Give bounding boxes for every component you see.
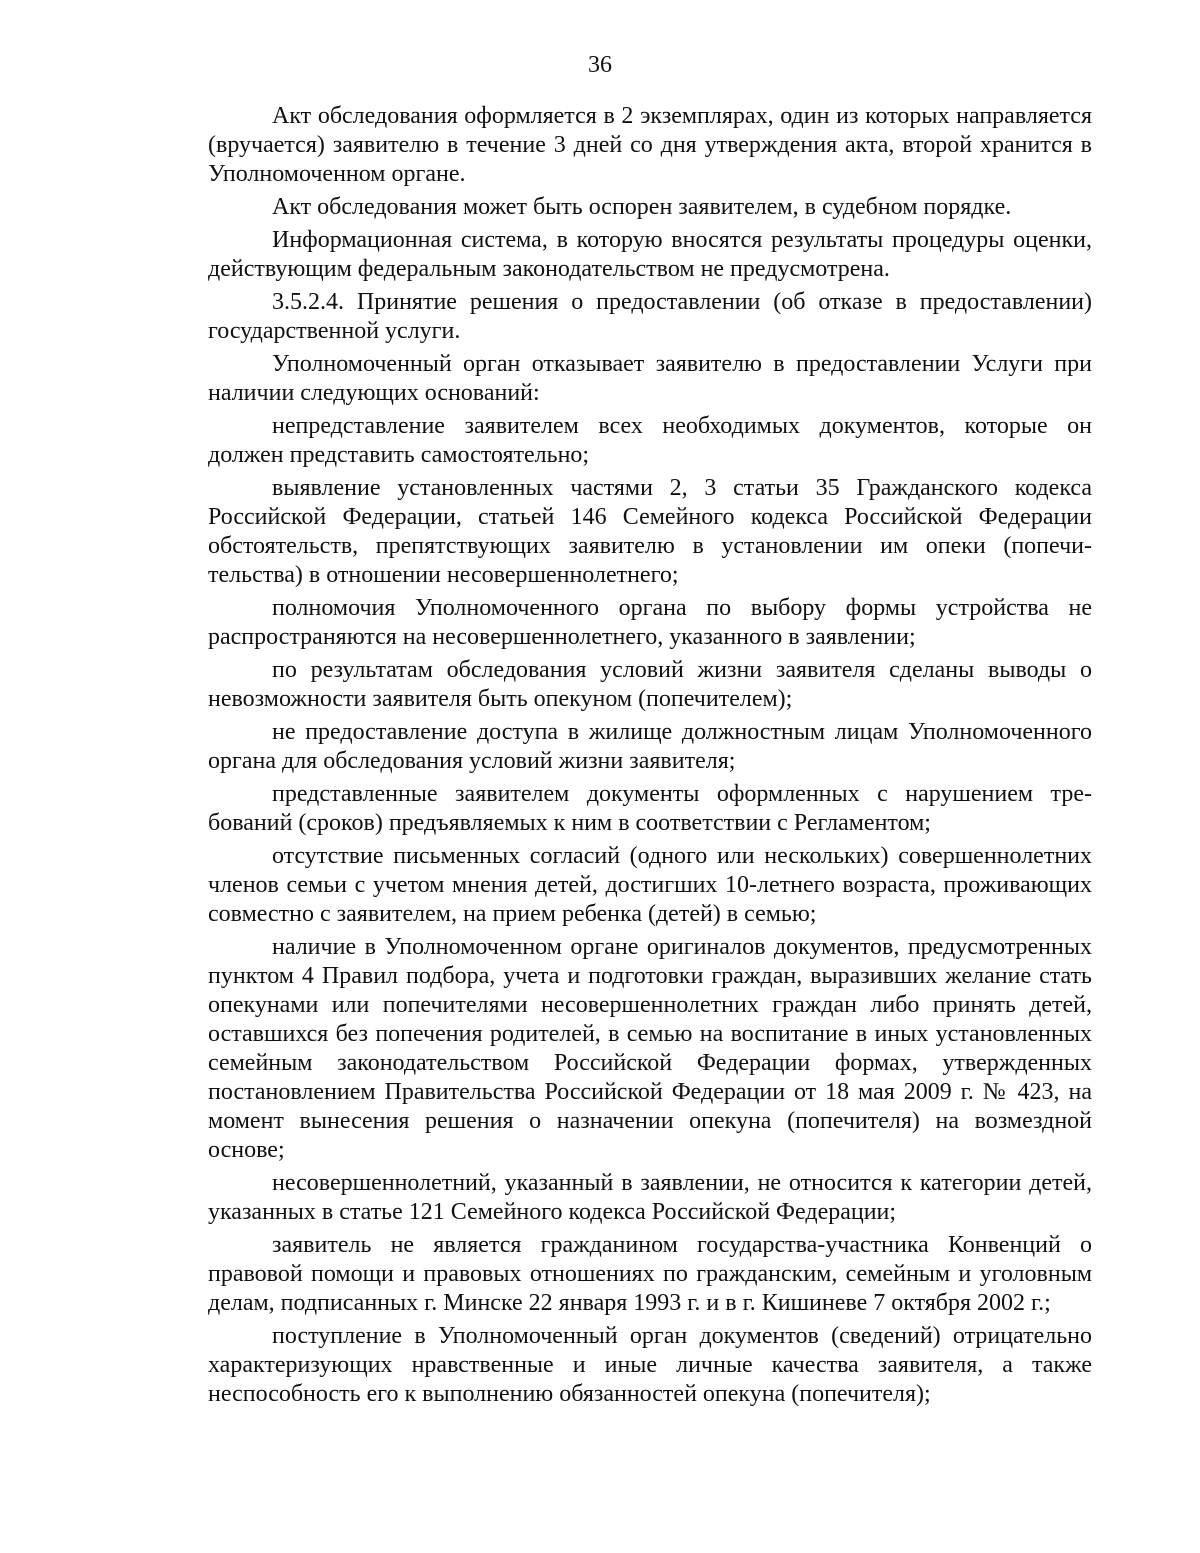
list-item-child-category: несовершеннолетний, указанный в заявлении, не относится к категории детей, указанных в статье 121 Семейного кодекса Российской Федерации; [208, 1170, 1092, 1225]
paragraph-refusal-grounds-intro: Уполномоченный орган отказывает заявителю в предоставлении Услуги при наличии следующих оснований: [208, 351, 1092, 406]
list-item-authority-scope: полномочия Уполномоченного органа по выбору формы устройства не распространяются на несовершеннолетнего, указанного в заявлении; [208, 595, 1092, 650]
paragraph-act-copies: Акт обследования оформляется в 2 экземплярах, один из которых направляется (вручается) заявителю в течение 3 дней со дня утверждения акта, второй хранится в Уполномоченном органе. [208, 103, 1092, 187]
document-body [208, 102, 1092, 1413]
list-item-missing-documents: непредставление заявителем всех необходимых документов, которые он должен представить самостоятельно; [208, 413, 1092, 468]
list-item-document-violations: представленные заявителем документы оформленных с нарушением требований (сроков) предъявляемых к ним в соответствии с Регламентом; [208, 781, 1092, 836]
list-item-inspection-results: по результатам обследования условий жизни заявителя сделаны выводы о невозможности заявителя быть опекуном (попечителем); [208, 657, 1092, 712]
list-item-negative-character: поступление в Уполномоченный орган документов (сведений) отрицательно характеризующих нравственные и иные личные качества заявителя, а также неспособность его к выполнению обязанностей опекуна (попечителя); [208, 1323, 1092, 1407]
paragraph-act-appeal: Акт обследования может быть оспорен заявителем, в судебном порядке. [272, 194, 1012, 220]
page-number: 36 [588, 52, 612, 78]
paragraph-section-3-5-2-4: 3.5.2.4. Принятие решения о предоставлении (об отказе в предоставлении) государственной услуги. [208, 289, 1092, 344]
list-item-family-consent: отсутствие письменных согласий (одного или нескольких) совершеннолетних членов семьи с учетом мнения детей, достигших 10-летнего возраста, проживающих совместно с заявителем, на прием ребенка (детей) в семью; [208, 843, 1092, 927]
list-item-convention-state: заявитель не является гражданином государства-участника Конвенций о правовой помощи и правовых отношениях по гражданским, семейным и уголовным делам, подписанных г. Минске 22 января 1993 г. и в г. Кишиневе 7 октября 2002 г.; [208, 1232, 1092, 1316]
paragraph-information-system: Информационная система, в которую вносятся результаты процедуры оценки, действующим федеральным законодательством не предусмотрена. [208, 227, 1092, 282]
list-item-civil-code-circumstances: выявление установленных частями 2, 3 статьи 35 Гражданского кодекса Российской Федерации, статьей 146 Семейного кодекса Российской Федерации обстоятельств, препятствующих заявителю в установлении им опеки (попечительства) в отношении несовершеннолетнего; [208, 475, 1092, 588]
list-item-original-documents: наличие в Уполномоченном органе оригиналов документов, предусмотренных пунктом 4 Правил подбора, учета и подготовки граждан, выразивших желание стать опекунами или попечителями несовершеннолетних граждан либо принять детей, оставшихся без попечения родителей, в семью на воспитание в иных установленных семейным законодательством Российской Федерации формах, утвержденных постановлением Правительства Российской Федерации от 18 мая 2009 г. № 423, на момент вынесения решения о назначении опекуна (попечителя) на возмездной основе; [208, 934, 1092, 1163]
list-item-no-access: не предоставление доступа в жилище должностным лицам Уполномоченного органа для обследования условий жизни заявителя; [208, 719, 1092, 774]
